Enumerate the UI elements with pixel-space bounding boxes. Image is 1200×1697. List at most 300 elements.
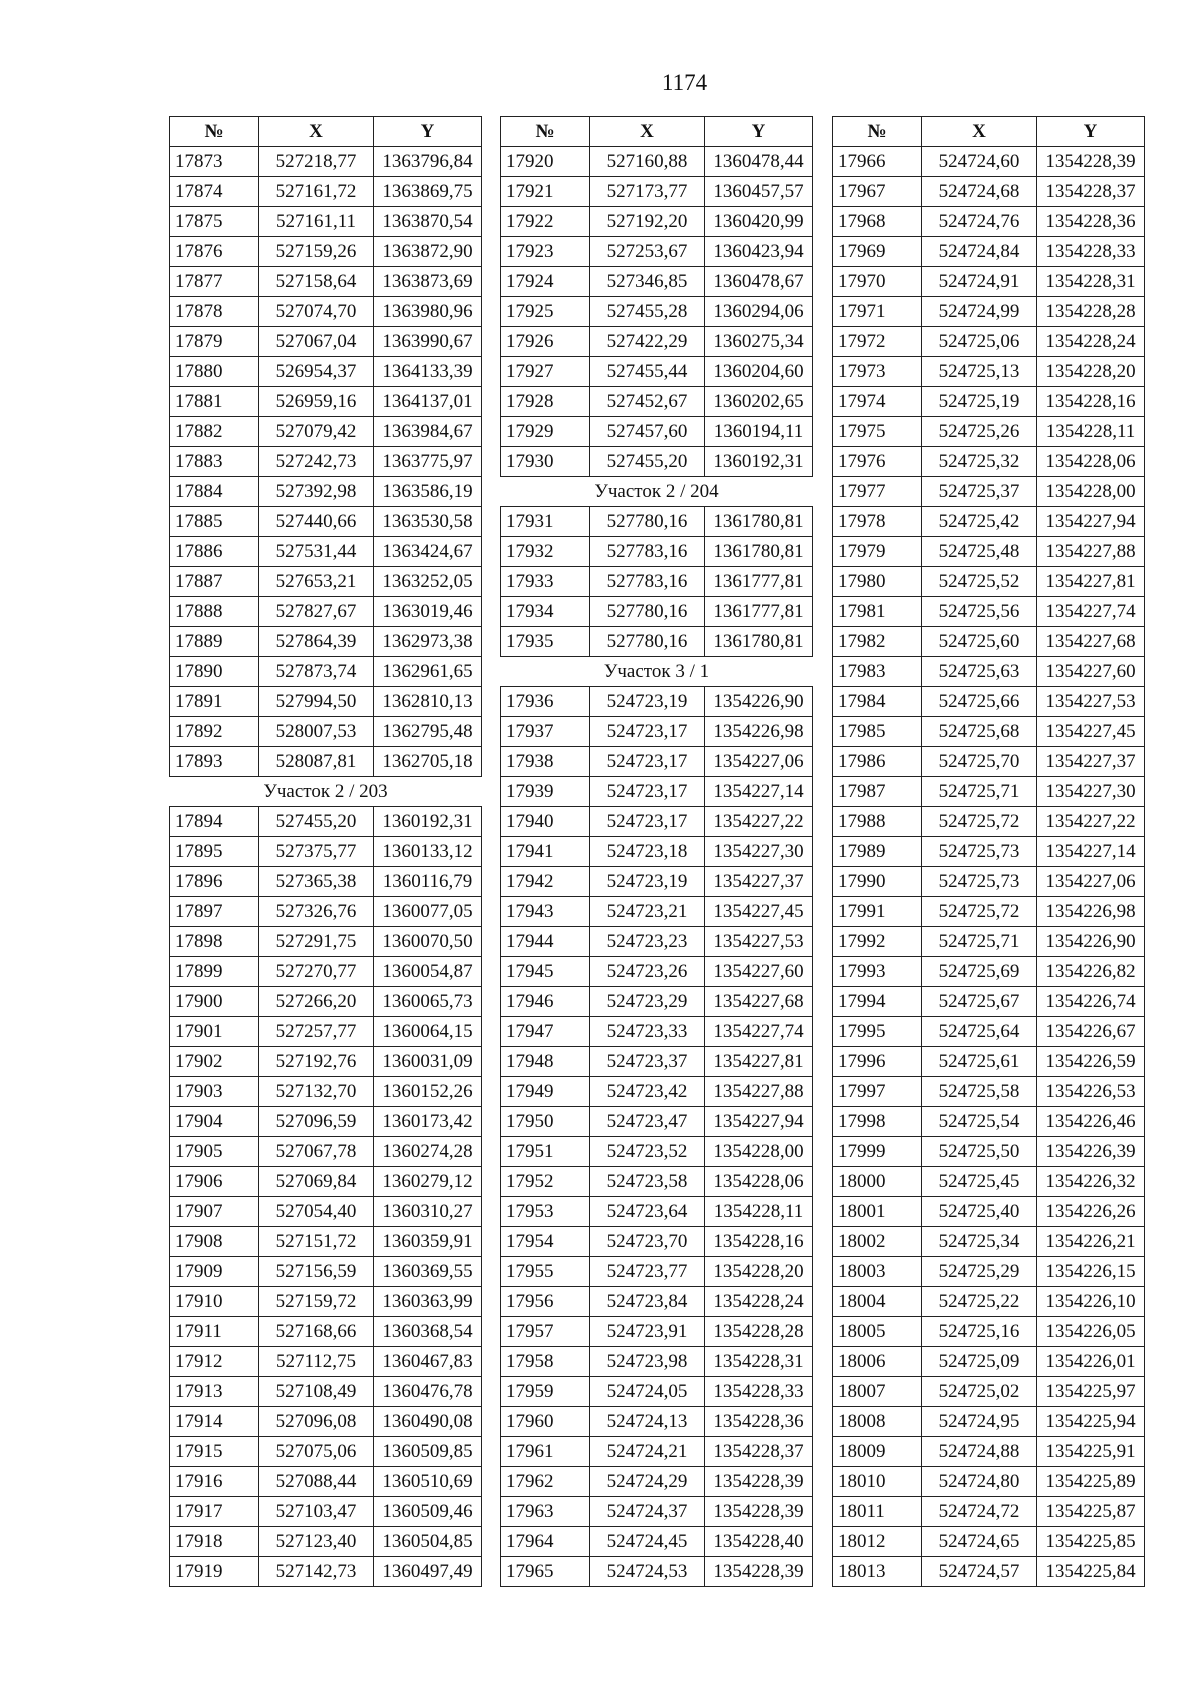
table-row [833, 747, 1145, 777]
x-coordinate: 528087,81 [259, 747, 374, 777]
point-number: 17940 [501, 807, 590, 837]
x-coordinate: 527780,16 [590, 627, 705, 657]
point-number: 18007 [833, 1377, 922, 1407]
x-coordinate: 527123,40 [259, 1527, 374, 1557]
table-row [833, 1137, 1145, 1167]
table-row [170, 927, 482, 957]
x-coordinate: 524725,73 [922, 867, 1037, 897]
y-coordinate: 1354227,37 [705, 867, 813, 897]
header-y: Y [374, 117, 482, 147]
table-row [833, 1227, 1145, 1257]
x-coordinate: 524723,19 [590, 687, 705, 717]
y-coordinate: 1360497,49 [374, 1557, 482, 1587]
y-coordinate: 1354225,97 [1037, 1377, 1145, 1407]
y-coordinate: 1354228,11 [1037, 417, 1145, 447]
x-coordinate: 524724,68 [922, 177, 1037, 207]
point-number: 17905 [170, 1137, 259, 1167]
point-number: 17890 [170, 657, 259, 687]
y-coordinate: 1354226,32 [1037, 1167, 1145, 1197]
x-coordinate: 527108,49 [259, 1377, 374, 1407]
table-row [501, 1497, 813, 1527]
table-row [833, 327, 1145, 357]
y-coordinate: 1354228,11 [705, 1197, 813, 1227]
point-number: 17934 [501, 597, 590, 627]
y-coordinate: 1354226,90 [705, 687, 813, 717]
table-row [501, 867, 813, 897]
x-coordinate: 524725,63 [922, 657, 1037, 687]
point-number: 17977 [833, 477, 922, 507]
point-number: 17911 [170, 1317, 259, 1347]
point-number: 17912 [170, 1347, 259, 1377]
x-coordinate: 526954,37 [259, 357, 374, 387]
point-number: 18000 [833, 1167, 922, 1197]
x-coordinate: 524725,66 [922, 687, 1037, 717]
y-coordinate: 1354228,24 [705, 1287, 813, 1317]
x-coordinate: 527079,42 [259, 417, 374, 447]
y-coordinate: 1354226,46 [1037, 1107, 1145, 1137]
table-row [833, 1107, 1145, 1137]
point-number: 18012 [833, 1527, 922, 1557]
x-coordinate: 524724,21 [590, 1437, 705, 1467]
point-number: 17988 [833, 807, 922, 837]
y-coordinate: 1354228,00 [1037, 477, 1145, 507]
point-number: 17991 [833, 897, 922, 927]
point-number: 17884 [170, 477, 259, 507]
x-coordinate: 527266,20 [259, 987, 374, 1017]
table-row [501, 147, 813, 177]
table-row [501, 1407, 813, 1437]
point-number: 17961 [501, 1437, 590, 1467]
x-coordinate: 527455,20 [590, 447, 705, 477]
header-number: № [170, 117, 259, 147]
table-row [501, 1197, 813, 1227]
table-row [833, 1047, 1145, 1077]
y-coordinate: 1354226,01 [1037, 1347, 1145, 1377]
point-number: 17918 [170, 1527, 259, 1557]
y-coordinate: 1354227,81 [1037, 567, 1145, 597]
y-coordinate: 1354227,06 [1037, 867, 1145, 897]
coordinates-table [500, 116, 813, 1587]
x-coordinate: 524723,58 [590, 1167, 705, 1197]
y-coordinate: 1360173,42 [374, 1107, 482, 1137]
header-x: X [922, 117, 1037, 147]
table-row [501, 1137, 813, 1167]
x-coordinate: 527242,73 [259, 447, 374, 477]
y-coordinate: 1354226,67 [1037, 1017, 1145, 1047]
table-row [833, 1317, 1145, 1347]
table-row [833, 447, 1145, 477]
x-coordinate: 524724,37 [590, 1497, 705, 1527]
point-number: 18006 [833, 1347, 922, 1377]
table-row [501, 747, 813, 777]
table-row [833, 897, 1145, 927]
table-row [170, 1137, 482, 1167]
point-number: 17980 [833, 567, 922, 597]
point-number: 17968 [833, 207, 922, 237]
table-row [833, 207, 1145, 237]
x-coordinate: 527096,59 [259, 1107, 374, 1137]
point-number: 17974 [833, 387, 922, 417]
table-row [833, 417, 1145, 447]
y-coordinate: 1354225,91 [1037, 1437, 1145, 1467]
table-row [833, 237, 1145, 267]
y-coordinate: 1354228,36 [1037, 207, 1145, 237]
table-row [170, 267, 482, 297]
point-number: 17883 [170, 447, 259, 477]
table-row [501, 987, 813, 1017]
section-title: Участок 2 / 203 [170, 777, 482, 807]
y-coordinate: 1363984,67 [374, 417, 482, 447]
y-coordinate: 1363252,05 [374, 567, 482, 597]
table-row [833, 477, 1145, 507]
table-row [833, 1257, 1145, 1287]
table-row [833, 1287, 1145, 1317]
point-number: 18002 [833, 1227, 922, 1257]
page-number: 1174 [661, 70, 708, 95]
x-coordinate: 524725,22 [922, 1287, 1037, 1317]
table-row [501, 1287, 813, 1317]
point-number: 17921 [501, 177, 590, 207]
point-number: 17985 [833, 717, 922, 747]
header-x: X [259, 117, 374, 147]
point-number: 17909 [170, 1257, 259, 1287]
x-coordinate: 527054,40 [259, 1197, 374, 1227]
point-number: 17919 [170, 1557, 259, 1587]
point-number: 17990 [833, 867, 922, 897]
y-coordinate: 1354225,87 [1037, 1497, 1145, 1527]
x-coordinate: 527531,44 [259, 537, 374, 567]
header-y: Y [705, 117, 813, 147]
x-coordinate: 524725,32 [922, 447, 1037, 477]
point-number: 17956 [501, 1287, 590, 1317]
table-row [833, 777, 1145, 807]
table-row [501, 1467, 813, 1497]
table-row [833, 177, 1145, 207]
point-number: 17983 [833, 657, 922, 687]
coordinates-table [832, 116, 1145, 1587]
point-number: 17936 [501, 687, 590, 717]
table-row [170, 747, 482, 777]
point-number: 17972 [833, 327, 922, 357]
x-coordinate: 524724,60 [922, 147, 1037, 177]
x-coordinate: 524723,17 [590, 717, 705, 747]
table-row [170, 837, 482, 867]
table-row [501, 297, 813, 327]
point-number: 17902 [170, 1047, 259, 1077]
point-number: 17944 [501, 927, 590, 957]
x-coordinate: 527088,44 [259, 1467, 374, 1497]
x-coordinate: 527142,73 [259, 1557, 374, 1587]
x-coordinate: 527422,29 [590, 327, 705, 357]
y-coordinate: 1354228,37 [705, 1437, 813, 1467]
x-coordinate: 527192,76 [259, 1047, 374, 1077]
point-number: 18008 [833, 1407, 922, 1437]
y-coordinate: 1363872,90 [374, 237, 482, 267]
table-row [170, 297, 482, 327]
point-number: 18010 [833, 1467, 922, 1497]
point-number: 17892 [170, 717, 259, 747]
x-coordinate: 524725,71 [922, 777, 1037, 807]
table-row [501, 1017, 813, 1047]
table-row [501, 537, 813, 567]
point-number: 17878 [170, 297, 259, 327]
table-row [833, 1017, 1145, 1047]
coordinate-table-1 [169, 116, 482, 1587]
point-number: 17942 [501, 867, 590, 897]
y-coordinate: 1354228,39 [705, 1557, 813, 1587]
x-coordinate: 524724,91 [922, 267, 1037, 297]
x-coordinate: 524725,69 [922, 957, 1037, 987]
x-coordinate: 527346,85 [590, 267, 705, 297]
x-coordinate: 524724,88 [922, 1437, 1037, 1467]
x-coordinate: 527452,67 [590, 387, 705, 417]
point-number: 17978 [833, 507, 922, 537]
point-number: 17888 [170, 597, 259, 627]
y-coordinate: 1360294,06 [705, 297, 813, 327]
y-coordinate: 1362973,38 [374, 627, 482, 657]
y-coordinate: 1360054,87 [374, 957, 482, 987]
x-coordinate: 524725,72 [922, 807, 1037, 837]
point-number: 17889 [170, 627, 259, 657]
table-row [833, 1167, 1145, 1197]
point-number: 17920 [501, 147, 590, 177]
y-coordinate: 1354225,89 [1037, 1467, 1145, 1497]
point-number: 17999 [833, 1137, 922, 1167]
coordinates-table [169, 116, 482, 1587]
table-row [170, 897, 482, 927]
x-coordinate: 524725,72 [922, 897, 1037, 927]
table-row [170, 1317, 482, 1347]
y-coordinate: 1354228,39 [705, 1467, 813, 1497]
x-coordinate: 527783,16 [590, 567, 705, 597]
table-row [833, 1437, 1145, 1467]
x-coordinate: 524724,53 [590, 1557, 705, 1587]
y-coordinate: 1362795,48 [374, 717, 482, 747]
y-coordinate: 1354228,31 [1037, 267, 1145, 297]
table-row [501, 717, 813, 747]
table-row [501, 507, 813, 537]
table-row [833, 597, 1145, 627]
point-number: 17891 [170, 687, 259, 717]
point-number: 17874 [170, 177, 259, 207]
point-number: 17948 [501, 1047, 590, 1077]
y-coordinate: 1360420,99 [705, 207, 813, 237]
x-coordinate: 527160,88 [590, 147, 705, 177]
point-number: 18011 [833, 1497, 922, 1527]
x-coordinate: 524725,52 [922, 567, 1037, 597]
x-coordinate: 527440,66 [259, 507, 374, 537]
point-number: 17959 [501, 1377, 590, 1407]
y-coordinate: 1363796,84 [374, 147, 482, 177]
y-coordinate: 1360194,11 [705, 417, 813, 447]
x-coordinate: 524723,19 [590, 867, 705, 897]
table-row [501, 1227, 813, 1257]
point-number: 17994 [833, 987, 922, 1017]
point-number: 17941 [501, 837, 590, 867]
table-row [833, 1377, 1145, 1407]
x-coordinate: 527253,67 [590, 237, 705, 267]
point-number: 17989 [833, 837, 922, 867]
x-coordinate: 527168,66 [259, 1317, 374, 1347]
y-coordinate: 1363980,96 [374, 297, 482, 327]
x-coordinate: 527455,20 [259, 807, 374, 837]
x-coordinate: 524725,61 [922, 1047, 1037, 1077]
x-coordinate: 524723,29 [590, 987, 705, 1017]
table-row [833, 387, 1145, 417]
y-coordinate: 1354226,53 [1037, 1077, 1145, 1107]
table-row [833, 627, 1145, 657]
y-coordinate: 1354225,85 [1037, 1527, 1145, 1557]
x-coordinate: 527653,21 [259, 567, 374, 597]
table-row [501, 357, 813, 387]
x-coordinate: 524723,17 [590, 747, 705, 777]
point-number: 17949 [501, 1077, 590, 1107]
x-coordinate: 524725,13 [922, 357, 1037, 387]
y-coordinate: 1363424,67 [374, 537, 482, 567]
table-row [833, 1077, 1145, 1107]
y-coordinate: 1360077,05 [374, 897, 482, 927]
point-number: 17917 [170, 1497, 259, 1527]
point-number: 17879 [170, 327, 259, 357]
x-coordinate: 524723,84 [590, 1287, 705, 1317]
header-y: Y [1037, 117, 1145, 147]
x-coordinate: 524723,52 [590, 1137, 705, 1167]
x-coordinate: 524725,73 [922, 837, 1037, 867]
point-number: 17984 [833, 687, 922, 717]
table-row [501, 927, 813, 957]
y-coordinate: 1360064,15 [374, 1017, 482, 1047]
header-row [833, 117, 1145, 147]
y-coordinate: 1363869,75 [374, 177, 482, 207]
x-coordinate: 524725,56 [922, 597, 1037, 627]
table-row [833, 837, 1145, 867]
y-coordinate: 1354228,39 [1037, 147, 1145, 177]
y-coordinate: 1354228,16 [705, 1227, 813, 1257]
table-row [170, 957, 482, 987]
y-coordinate: 1354228,37 [1037, 177, 1145, 207]
point-number: 17992 [833, 927, 922, 957]
x-coordinate: 524724,95 [922, 1407, 1037, 1437]
x-coordinate: 524725,42 [922, 507, 1037, 537]
x-coordinate: 527455,44 [590, 357, 705, 387]
table-row [833, 1527, 1145, 1557]
y-coordinate: 1354227,60 [705, 957, 813, 987]
section-title: Участок 3 / 1 [501, 657, 813, 687]
table-row [501, 777, 813, 807]
point-number: 17926 [501, 327, 590, 357]
point-number: 17958 [501, 1347, 590, 1377]
point-number: 17957 [501, 1317, 590, 1347]
y-coordinate: 1360509,46 [374, 1497, 482, 1527]
x-coordinate: 527873,74 [259, 657, 374, 687]
table-row [501, 1257, 813, 1287]
y-coordinate: 1354228,06 [705, 1167, 813, 1197]
table-row [501, 1107, 813, 1137]
point-number: 17886 [170, 537, 259, 567]
table-row [501, 267, 813, 297]
point-number: 17965 [501, 1557, 590, 1587]
point-number: 17937 [501, 717, 590, 747]
x-coordinate: 524725,50 [922, 1137, 1037, 1167]
table-row [833, 927, 1145, 957]
table-row [501, 1347, 813, 1377]
y-coordinate: 1362810,13 [374, 687, 482, 717]
table-row [833, 297, 1145, 327]
y-coordinate: 1354228,39 [705, 1497, 813, 1527]
point-number: 17971 [833, 297, 922, 327]
table-row [833, 1407, 1145, 1437]
table-row [833, 1197, 1145, 1227]
y-coordinate: 1354227,81 [705, 1047, 813, 1077]
y-coordinate: 1354226,39 [1037, 1137, 1145, 1167]
point-number: 17930 [501, 447, 590, 477]
y-coordinate: 1354226,98 [705, 717, 813, 747]
table-row [501, 207, 813, 237]
table-row [833, 1497, 1145, 1527]
y-coordinate: 1360279,12 [374, 1167, 482, 1197]
y-coordinate: 1354227,14 [1037, 837, 1145, 867]
header-row [170, 117, 482, 147]
point-number: 17964 [501, 1527, 590, 1557]
point-number: 17913 [170, 1377, 259, 1407]
y-coordinate: 1354227,45 [1037, 717, 1145, 747]
table-row [170, 1167, 482, 1197]
point-number: 17935 [501, 627, 590, 657]
x-coordinate: 524725,45 [922, 1167, 1037, 1197]
y-coordinate: 1360192,31 [374, 807, 482, 837]
y-coordinate: 1354226,82 [1037, 957, 1145, 987]
point-number: 17899 [170, 957, 259, 987]
x-coordinate: 527159,72 [259, 1287, 374, 1317]
point-number: 17914 [170, 1407, 259, 1437]
y-coordinate: 1354228,33 [705, 1377, 813, 1407]
x-coordinate: 524724,99 [922, 297, 1037, 327]
table-row [833, 687, 1145, 717]
y-coordinate: 1360490,08 [374, 1407, 482, 1437]
x-coordinate: 524724,65 [922, 1527, 1037, 1557]
point-number: 17979 [833, 537, 922, 567]
point-number: 18003 [833, 1257, 922, 1287]
table-row [833, 867, 1145, 897]
x-coordinate: 524724,29 [590, 1467, 705, 1497]
y-coordinate: 1360133,12 [374, 837, 482, 867]
point-number: 17928 [501, 387, 590, 417]
y-coordinate: 1361780,81 [705, 627, 813, 657]
point-number: 17997 [833, 1077, 922, 1107]
table-row [170, 207, 482, 237]
x-coordinate: 527326,76 [259, 897, 374, 927]
x-coordinate: 527067,04 [259, 327, 374, 357]
point-number: 17986 [833, 747, 922, 777]
table-row [170, 1497, 482, 1527]
point-number: 17885 [170, 507, 259, 537]
table-row [170, 1077, 482, 1107]
x-coordinate: 524723,17 [590, 777, 705, 807]
point-number: 17927 [501, 357, 590, 387]
y-coordinate: 1354227,74 [705, 1017, 813, 1047]
x-coordinate: 524723,37 [590, 1047, 705, 1077]
y-coordinate: 1364137,01 [374, 387, 482, 417]
x-coordinate: 524724,80 [922, 1467, 1037, 1497]
y-coordinate: 1360152,26 [374, 1077, 482, 1107]
point-number: 17998 [833, 1107, 922, 1137]
table-row [501, 957, 813, 987]
y-coordinate: 1360423,94 [705, 237, 813, 267]
point-number: 17915 [170, 1437, 259, 1467]
y-coordinate: 1360509,85 [374, 1437, 482, 1467]
table-row [170, 1437, 482, 1467]
point-number: 17910 [170, 1287, 259, 1317]
